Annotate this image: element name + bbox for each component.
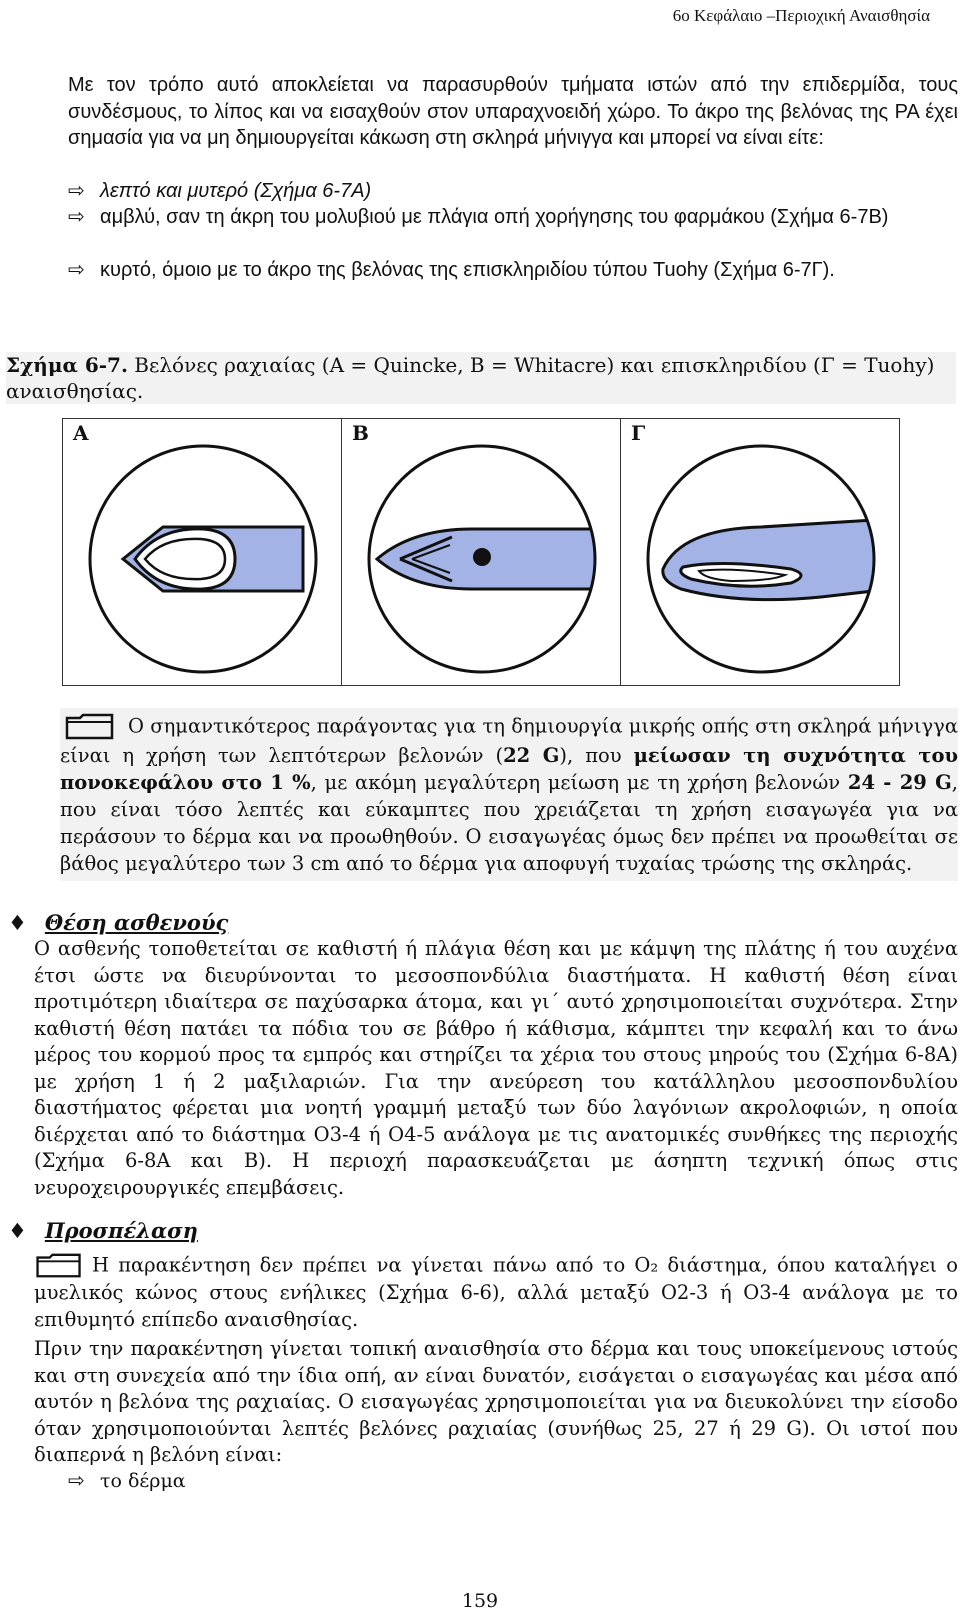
figure-panel-g bbox=[621, 419, 899, 685]
approach-paragraph: Πριν την παρακέντηση γίνεται τοπική αναισθησία στο δέρμα και τους υποκείμενους ιστούς και στη συνεχεία από την ίδια οπή, αν είναι δυνατόν, εισάγεται ο εισαγωγέας και μέσα από αυτόν η βελόνα της ραχιαίας. Ο εισαγωγέας χρησιμοποιείται για να διευκολύνει την είσοδο όταν χρησιμοποιούνται λεπτές βελόνες ραχιαίας (συνήθως 25, 27 ή 29 G). Οι ιστοί που διαπερνά η βελόνη είναι: bbox=[34, 1337, 958, 1466]
running-header: 6ο Κεφάλαιο –Περιοχική Αναισθησία bbox=[672, 6, 930, 25]
bullet-1: ⇨ λεπτό και μυτερό (Σχήμα 6-7Α) bbox=[68, 180, 372, 202]
diamond-bullet-icon: ♦ bbox=[8, 910, 27, 935]
intro-paragraph: Με τον τρόπο αυτό αποκλείεται να παρασυρθούν τμήματα ιστών από την επιδερμίδα, τους συνδέσμους, το λίπος και να εισαχθούν στον υπαραχνοειδή χώρο. Το άκρο της βελόνας της ΡΑ έχει σημασία για να μη δημιουργείται κάκωση στη σκληρά μήνιγγα και μπορεί να είναι είτε: bbox=[68, 74, 958, 149]
section-heading-approach: ♦ Προσπέλαση bbox=[8, 1218, 198, 1243]
folder-icon bbox=[34, 1252, 84, 1280]
arrow-right-icon: ⇨ bbox=[68, 1470, 85, 1492]
panel-label-g: Γ bbox=[631, 421, 646, 445]
arrow-right-icon: ⇨ bbox=[68, 180, 85, 202]
tuohy-needle-illustration bbox=[621, 419, 899, 685]
needle-figure bbox=[62, 418, 900, 686]
bullet-3: ⇨ κυρτό, όμοιο με το άκρο της βελόνας της επισκληριδίου τύπου Tuohy (Σχήμα 6-7Γ). bbox=[68, 257, 958, 284]
note-box-1: Ο σημαντικότερος παράγοντας για τη δημιουργία μικρής οπής στη σκληρά μήνιγγα είναι η χρήση των λεπτότερων βελονών (22 G), που μείωσαν τη συχνότητα του πονοκεφάλου στο 1 %, με ακόμη μεγαλύτερη μείωση με τη χρήση βελονών 24 - 29 G, που είναι τόσο λεπτές και εύκαμπτες που χρειάζεται τη χρήση εισαγωγέα για να περάσουν το δέρμα και να προωθηθούν. Ο εισαγωγέας όμως δεν πρέπει να προωθείται σε βάθος μεγαλύτερο των 3 cm από το δέρμα για αποφυγή τυχαίας τρώσης της σκληράς. bbox=[60, 708, 958, 881]
arrow-right-icon: ⇨ bbox=[68, 206, 85, 228]
quincke-needle-illustration bbox=[63, 419, 341, 685]
panel-label-b: Β bbox=[352, 421, 369, 445]
diamond-bullet-icon: ♦ bbox=[8, 1218, 27, 1243]
bullet-skin: ⇨ το δέρμα bbox=[68, 1470, 186, 1492]
arrow-right-icon: ⇨ bbox=[68, 259, 85, 281]
whitacre-needle-illustration bbox=[342, 419, 620, 685]
panel-label-a: Α bbox=[73, 421, 89, 445]
figure-panel-b bbox=[342, 419, 621, 685]
figure-caption: Σχήμα 6-7. Βελόνες ραχιαίας (Α = Quincke, Β = Whitacre) και επισκληριδίου (Γ = Tuohy) αναισθησίας. bbox=[6, 352, 956, 404]
bullet-2: ⇨ αμβλύ, σαν τη άκρη του μολυβιού με πλάγια οπή χορήγησης του φαρμάκου (Σχήμα 6-7Β) bbox=[68, 204, 958, 231]
folder-icon bbox=[64, 712, 116, 742]
note-box-2: Η παρακέντηση δεν πρέπει να γίνεται πάνω από το Ο₂ διάστημα, όπου καταλήγει ο μυελικός κώνος στους ενήλικες (Σχήμα 6-6), αλλά μεταξύ Ο2-3 ή Ο3-4 ανάλογα με το επιθυμητό επίπεδο αναισθησίας. bbox=[34, 1253, 958, 1331]
patient-position-paragraph: Ο ασθενής τοποθετείται σε καθιστή ή πλάγια θέση και με κάμψη της πλάτης ή του αυχένα έτσι ώστε να διευρύνονται το μεσοσπονδύλια διαστήματα. Η καθιστή θέση είναι προτιμότερη ιδιαίτερα σε παχύσαρκα άτομα, και γι΄ αυτό χρησιμοποιείται συχνότερα. Στην καθιστή θέση πατάει τα πόδια του σε βάθρο ή κάθισμα, κάμπτει την κεφαλή και το άνω μέρος του κορμού προς τα εμπρός και στηρίζει τα χέρια του στους μηρούς του (Σχήμα 6-8Α) με χρήση 1 ή 2 μαξιλαριών. Για την ανεύρεση του κατάλληλου μεσοσπονδυλίου διαστήματος φέρεται μια νοητή γραμμή μεταξύ των δύο λαγόνιων ακρολοφιών, η οποία διέρχεται από το διάστημα Ο3-4 ή Ο4-5 ανάλογα με τις ανατομικές συνθήκες της περιοχής (Σχήμα 6-8Α και Β). Η περιοχή παρασκευάζεται με άσηπτη τεχνική όπως στις νευροχειρουργικές επεμβάσεις. bbox=[34, 937, 958, 1199]
section-heading-patient-position: ♦ Θέση ασθενούς bbox=[8, 910, 229, 935]
page-number: 159 bbox=[461, 1590, 499, 1612]
figure-panel-a bbox=[63, 419, 342, 685]
